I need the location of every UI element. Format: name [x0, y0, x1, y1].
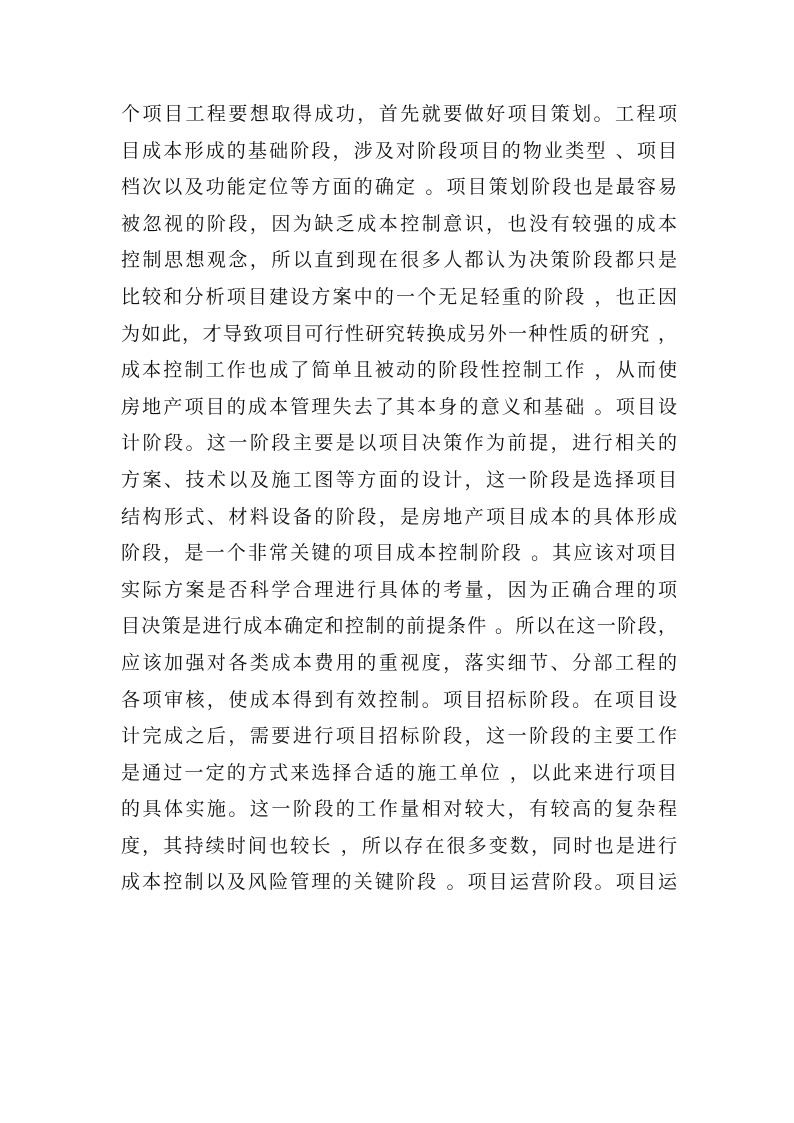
text-line: 计阶段。这一阶段主要是以项目决策作为前提，进行相关的	[121, 432, 677, 455]
text-line: 目成本形成的基础阶段，涉及对阶段项目的物业类型 、项目	[121, 139, 677, 162]
text-line: 比较和分析项目建设方案中的一个无足轻重的阶段 ，也正因	[121, 285, 677, 308]
text-line: 度，其持续时间也较长 ，所以存在很多变数，同时也是进行	[121, 834, 677, 857]
text-line: 控制思想观念，所以直到现在很多人都认为决策阶段都只是	[121, 249, 677, 272]
text-line: 成本控制以及风险管理的关键阶段 。项目运营阶段。项目运	[121, 871, 677, 894]
text-line: 的具体实施。这一阶段的工作量相对较大，有较高的复杂程	[121, 798, 677, 821]
text-line: 方案、技术以及施工图等方面的设计，这一阶段是选择项目	[121, 468, 677, 491]
text-line: 个项目工程要想取得成功，首先就要做好项目策划。工程项	[121, 103, 677, 125]
text-line: 实际方案是否科学合理进行具体的考量，因为正确合理的项	[121, 578, 677, 601]
text-line: 为如此，才导致项目可行性研究转换成另外一种性质的研究 ，	[121, 322, 677, 345]
text-line: 是通过一定的方式来选择合适的施工单位 ，以此来进行项目	[121, 761, 677, 784]
text-line: 阶段，是一个非常关键的项目成本控制阶段 。其应该对项目	[121, 542, 677, 565]
text-line: 成本控制工作也成了简单且被动的阶段性控制工作 ，从而使	[121, 359, 677, 382]
text-line: 被忽视的阶段，因为缺乏成本控制意识，也没有较强的成本	[121, 212, 677, 235]
text-line: 计完成之后，需要进行项目招标阶段，这一阶段的主要工作	[121, 725, 677, 748]
text-line: 各项审核，使成本得到有效控制。项目招标阶段。在项目设	[121, 688, 677, 711]
text-line: 结构形式、材料设备的阶段，是房地产项目成本的具体形成	[121, 505, 677, 528]
text-line: 房地产项目的成本管理失去了其本身的意义和基础 。项目设	[121, 395, 677, 418]
text-line: 应该加强对各类成本费用的重视度，落实细节、分部工程的	[121, 651, 677, 674]
body-text	[121, 96, 677, 901]
text-line: 档次以及功能定位等方面的确定 。项目策划阶段也是最容易	[121, 176, 677, 199]
text-line: 目决策是进行成本确定和控制的前提条件 。所以在这一阶段，	[121, 615, 677, 638]
